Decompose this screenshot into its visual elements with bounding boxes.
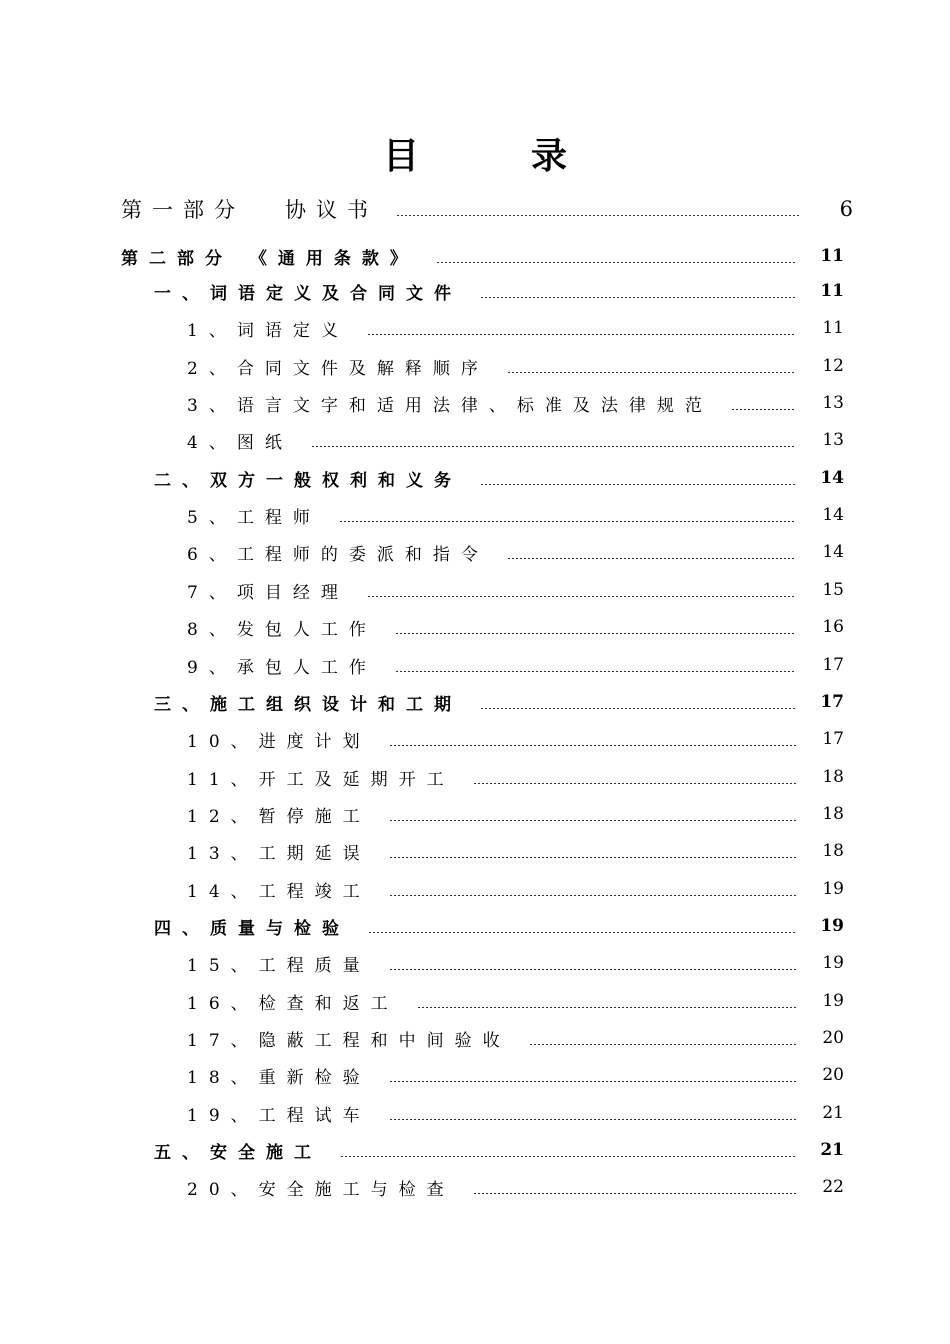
dot-leader	[367, 334, 796, 335]
toc-page-number: 17	[820, 692, 844, 712]
dot-leader	[339, 521, 796, 522]
toc-entry-section[interactable]	[0, 687, 950, 717]
toc-page-number: 21	[820, 1140, 844, 1160]
toc-entry-item[interactable]	[0, 575, 950, 605]
toc-entry-item[interactable]	[0, 388, 950, 418]
toc-page-number: 18	[822, 804, 844, 824]
toc-entry-item[interactable]	[0, 762, 950, 792]
toc-page-number: 18	[822, 767, 844, 787]
toc-entry-section[interactable]	[0, 276, 950, 306]
toc-entry-label: 二、双方一般权利和义务	[154, 470, 462, 491]
dot-leader	[340, 1156, 796, 1157]
toc-entry-label: 20、安全施工与检查	[187, 1179, 455, 1200]
toc-entry-item[interactable]	[0, 948, 950, 978]
toc-entry-label: 6、工程师的委派和指令	[187, 544, 489, 565]
toc-entry-label: 11、开工及延期开工	[187, 769, 455, 790]
toc-entry-item[interactable]	[0, 351, 950, 381]
toc-entry-section[interactable]	[0, 1135, 950, 1165]
toc-entry-label: 16、检查和返工	[187, 993, 399, 1014]
dot-leader	[389, 895, 796, 896]
dot-leader	[529, 1044, 796, 1045]
toc-entry-label: 4、图纸	[187, 432, 293, 453]
toc-entry-item[interactable]	[0, 1098, 950, 1128]
toc-entry-label: 一、词语定义及合同文件	[154, 283, 462, 304]
toc-page-number: 19	[822, 879, 844, 899]
toc-page-number: 14	[820, 468, 844, 488]
dot-leader	[367, 596, 796, 597]
toc-page-number: 19	[820, 916, 844, 936]
dot-leader	[389, 745, 796, 746]
toc-entry-label: 8、发包人工作	[187, 619, 377, 640]
dot-leader	[731, 409, 796, 410]
toc-entry-item[interactable]	[0, 612, 950, 642]
toc-entry-item[interactable]	[0, 836, 950, 866]
toc-page-number: 20	[822, 1028, 844, 1048]
toc-page-number: 12	[822, 356, 844, 376]
toc-page-number: 19	[822, 991, 844, 1011]
toc-entry-label: 13、工期延误	[187, 843, 371, 864]
toc-entry-label: 第二部分 《通用条款》	[121, 248, 418, 269]
toc-entry-label: 三、施工组织设计和工期	[154, 694, 462, 715]
toc-entry-label	[0, 194, 386, 224]
dot-leader	[311, 446, 796, 447]
toc-entry-item[interactable]	[0, 425, 950, 455]
toc-page-number: 21	[822, 1103, 844, 1123]
toc-entry-label: 12、暂停施工	[187, 806, 371, 827]
toc-entry-part-2[interactable]	[0, 241, 950, 271]
toc-entry-item[interactable]	[0, 500, 950, 530]
toc-page-number: 22	[822, 1177, 844, 1197]
toc-entry-item[interactable]	[0, 313, 950, 343]
toc-entry-item[interactable]	[0, 1023, 950, 1053]
toc-title-char-1: 目	[382, 135, 419, 177]
dot-leader	[480, 484, 796, 485]
toc-page-number: 15	[822, 580, 844, 600]
dot-leader	[389, 1081, 796, 1082]
dot-leader	[417, 1007, 796, 1008]
dot-leader	[389, 820, 796, 821]
dot-leader	[473, 783, 796, 784]
dot-leader	[480, 708, 796, 709]
dot-leader	[389, 969, 796, 970]
toc-entry-item[interactable]	[0, 1060, 950, 1090]
toc-page-number: 17	[822, 729, 844, 749]
dot-leader	[480, 297, 796, 298]
toc-entry-label: 5、工程师	[187, 507, 321, 528]
dot-leader	[389, 857, 796, 858]
toc-entry-label: 18、重新检验	[187, 1067, 371, 1088]
toc-entry-label: 14、工程竣工	[187, 881, 371, 902]
toc-entry-label: 7、项目经理	[187, 582, 349, 603]
toc-entry-section[interactable]	[0, 463, 950, 493]
toc-entry-part-1[interactable]	[0, 194, 950, 224]
toc-entry-item[interactable]	[0, 537, 950, 567]
toc-entry-item[interactable]	[0, 986, 950, 1016]
toc-page-number: 17	[822, 655, 844, 675]
part-title-label: 协议书	[285, 198, 378, 222]
toc-page-number: 14	[822, 505, 844, 525]
toc-page-number: 16	[822, 617, 844, 637]
toc-page-number: 19	[822, 953, 844, 973]
toc-page-number: 11	[822, 318, 844, 338]
dot-leader	[389, 1119, 796, 1120]
toc-title	[0, 128, 950, 179]
toc-entry-label: 10、进度计划	[187, 731, 371, 752]
dot-leader	[436, 262, 796, 263]
dot-leader	[396, 215, 801, 216]
toc-page-number: 13	[822, 430, 844, 450]
dot-leader	[395, 671, 796, 672]
dot-leader	[507, 372, 796, 373]
toc-page-number: 18	[822, 841, 844, 861]
toc-page-number: 14	[822, 542, 844, 562]
toc-entry-item[interactable]	[0, 1172, 950, 1202]
dot-leader	[368, 932, 796, 933]
dot-leader	[473, 1193, 796, 1194]
toc-entry-label: 9、承包人工作	[187, 657, 377, 678]
toc-entry-item[interactable]	[0, 799, 950, 829]
toc-entry-label: 五、安全施工	[154, 1142, 322, 1163]
dot-leader	[395, 633, 796, 634]
toc-entry-label: 2、合同文件及解释顺序	[187, 358, 489, 379]
part-number-label: 第一部分	[121, 198, 245, 222]
toc-page-number: 6	[839, 197, 853, 221]
toc-entry-item[interactable]	[0, 724, 950, 754]
toc-title-char-2: 录	[531, 135, 568, 177]
toc-entry-section[interactable]	[0, 911, 950, 941]
toc-page-number: 20	[822, 1065, 844, 1085]
toc-entry-label: 19、工程试车	[187, 1105, 371, 1126]
toc-entry-label: 四、质量与检验	[154, 918, 350, 939]
toc-entry-label: 17、隐蔽工程和中间验收	[187, 1030, 511, 1051]
toc-page-number: 13	[822, 393, 844, 413]
toc-entry-label: 1、词语定义	[187, 320, 349, 341]
toc-page-number: 11	[820, 281, 844, 301]
toc-entry-label: 3、语言文字和适用法律、标准及法律规范	[187, 395, 713, 416]
toc-page-number: 11	[820, 246, 844, 266]
toc-entry-item[interactable]	[0, 650, 950, 680]
toc-entry-label: 15、工程质量	[187, 955, 371, 976]
dot-leader	[507, 558, 796, 559]
toc-entry-item[interactable]	[0, 874, 950, 904]
